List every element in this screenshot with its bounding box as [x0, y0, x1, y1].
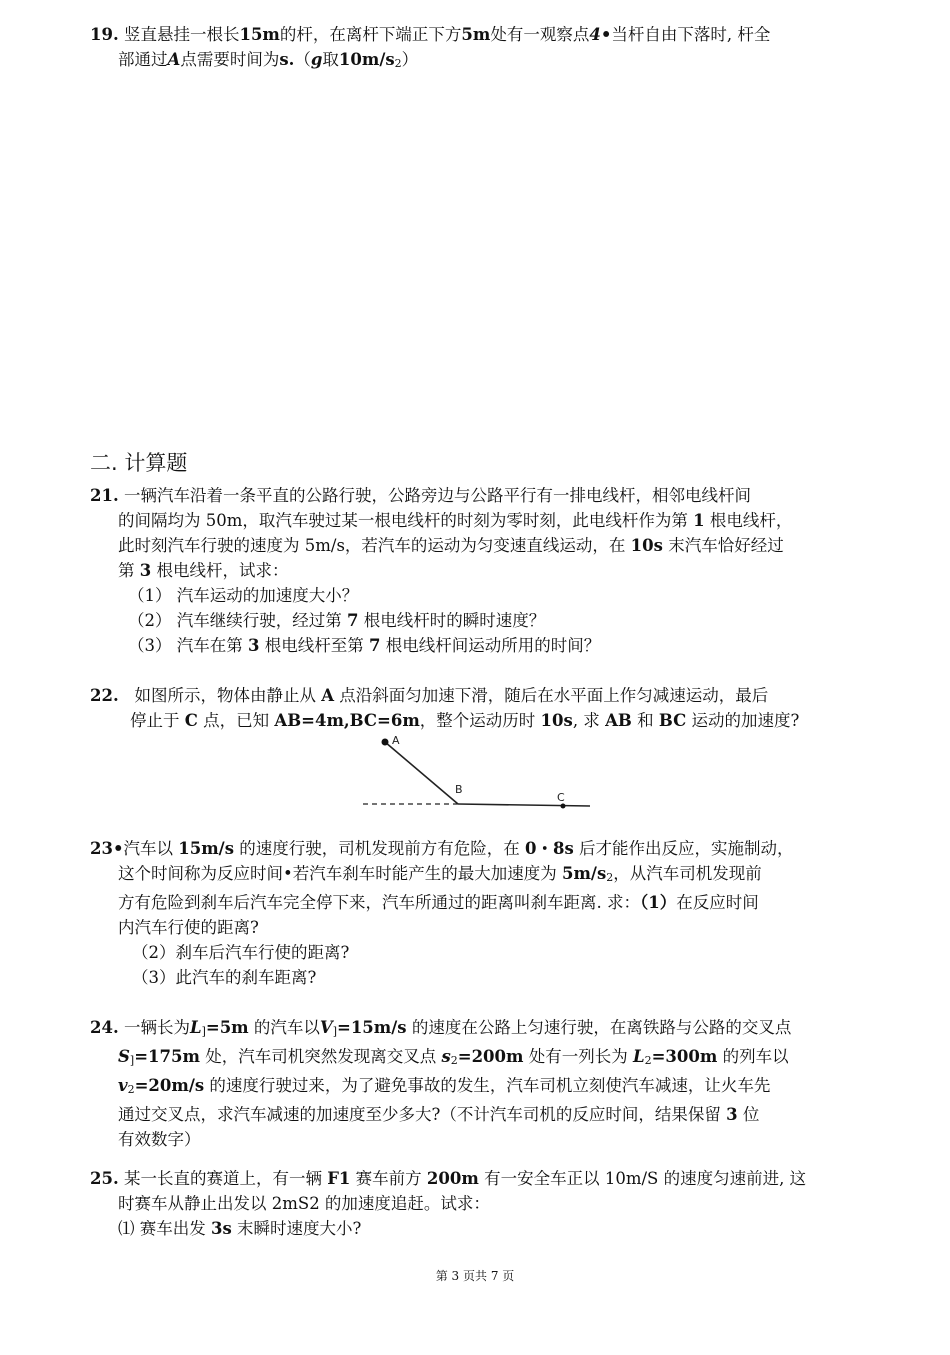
sub-question-3: （3） 汽车在第 3 根电线杆至第 7 根电线杆间运动所用的时间？: [128, 636, 601, 655]
point-a-marker: [382, 739, 389, 746]
sub-question-2: （2）刹车后汽车行使的距离?: [132, 943, 350, 962]
question-number: 25.: [90, 1169, 119, 1188]
question-number: 24.: [90, 1018, 119, 1037]
point-c-marker: [561, 804, 566, 809]
question-21: 21. 一辆汽车沿着一条平直的公路行驶，公路旁边与公路平行有一排电线杆，相邻电线杆间 的间隔均为 50m，取汽车驶过某一根电线杆的时刻为零时刻，此电线杆作为第 1 根电线杆， 此时刻汽车行驶的速度为 5m/s，若汽车的运动为匀变速直线运动，在 10s 末汽车恰好经过 第 3 根电线杆，试求： （1） 汽车运动的加速度大小？ （2） 汽车继续行驶，经过第 7 根电线杆时的瞬时速度？ （3） 汽车在第 3 根电线杆至第 7 根电线杆间运动所用的时间？: [90, 483, 792, 658]
question-25: 25. 某一长直的赛道上，有一辆 F1 赛车前方 200m 有一安全车正以 10m/S 的速度匀速前进, 这 时赛车从静止出发以 2mS2 的加速度追赶。试求： ⑴ 赛车出发 3s 末瞬时速度大小?: [90, 1169, 807, 1238]
question-number: 19.: [90, 25, 119, 44]
sub-question-2: （2） 汽车继续行驶，经过第 7 根电线杆时的瞬时速度？: [128, 611, 546, 630]
question-23: 23•汽车以 15m/s 的速度行驶，司机发现前方有危险，在 0・8s 后才能作出反应，实施制动， 这个时间称为反应时间•若汽车刹车时能产生的最大加速度为 5m/s2，从汽车司机发现前 方有危险到刹车后汽车完全停下来，汽车所通过的距离叫刹车距离. 求：（1）在反应时间 内汽车行使的距离? （2）刹车后汽车行使的距离? （3）此汽车的刹车距离?: [90, 836, 794, 990]
sub-question-1: （1） 汽车运动的加速度大小？: [128, 586, 359, 605]
question-22: 22. 如图所示，物体由静止从 A 点沿斜面匀加速下滑，随后在水平面上作匀减速运动，最后 停止于 C 点，已知 AB=4m,BC=6m，整个运动历时 10s, 求 AB 和 BC 运动的加速度?: [90, 686, 800, 730]
ground-line: [458, 804, 590, 806]
page-footer: 第 3 页共 7 页: [435, 1269, 515, 1283]
question-number: 23•: [90, 839, 124, 858]
sub-question-3: （3）此汽车的刹车距离?: [132, 968, 317, 987]
question-number: 21.: [90, 486, 119, 505]
incline-figure: [355, 730, 600, 815]
section-title: 二. 计算题: [90, 451, 188, 475]
question-19: 19. 竖直悬挂一根长15m的杆，在离杆下端正下方5m处有一观察点4•当杆自由下落时, 杆全 部通过A点需要时间为s.（g取10m/s2）: [90, 25, 771, 70]
label-b: B: [455, 783, 463, 796]
label-c: C: [557, 791, 565, 804]
label-a: A: [392, 734, 400, 747]
question-number: 22.: [90, 686, 119, 705]
question-24: 24. 一辆长为L]=5m 的汽车以V]=15m/s 的速度在公路上匀速行驶，在离铁路与公路的交叉点 S]=175m 处，汽车司机突然发现离交叉点 s2=200m 处有一列长为 L2=300m 的列车以 v2=20m/s 的速度行驶过来，为了避免事故的发生，汽车司机立刻使汽车减速，让火车先 通过交叉点，求汽车减速的加速度至少多大?（不计汽车司机的反应时间，结果保留 3 位 有效数字）: [90, 1018, 792, 1149]
incline-line: [385, 742, 458, 804]
